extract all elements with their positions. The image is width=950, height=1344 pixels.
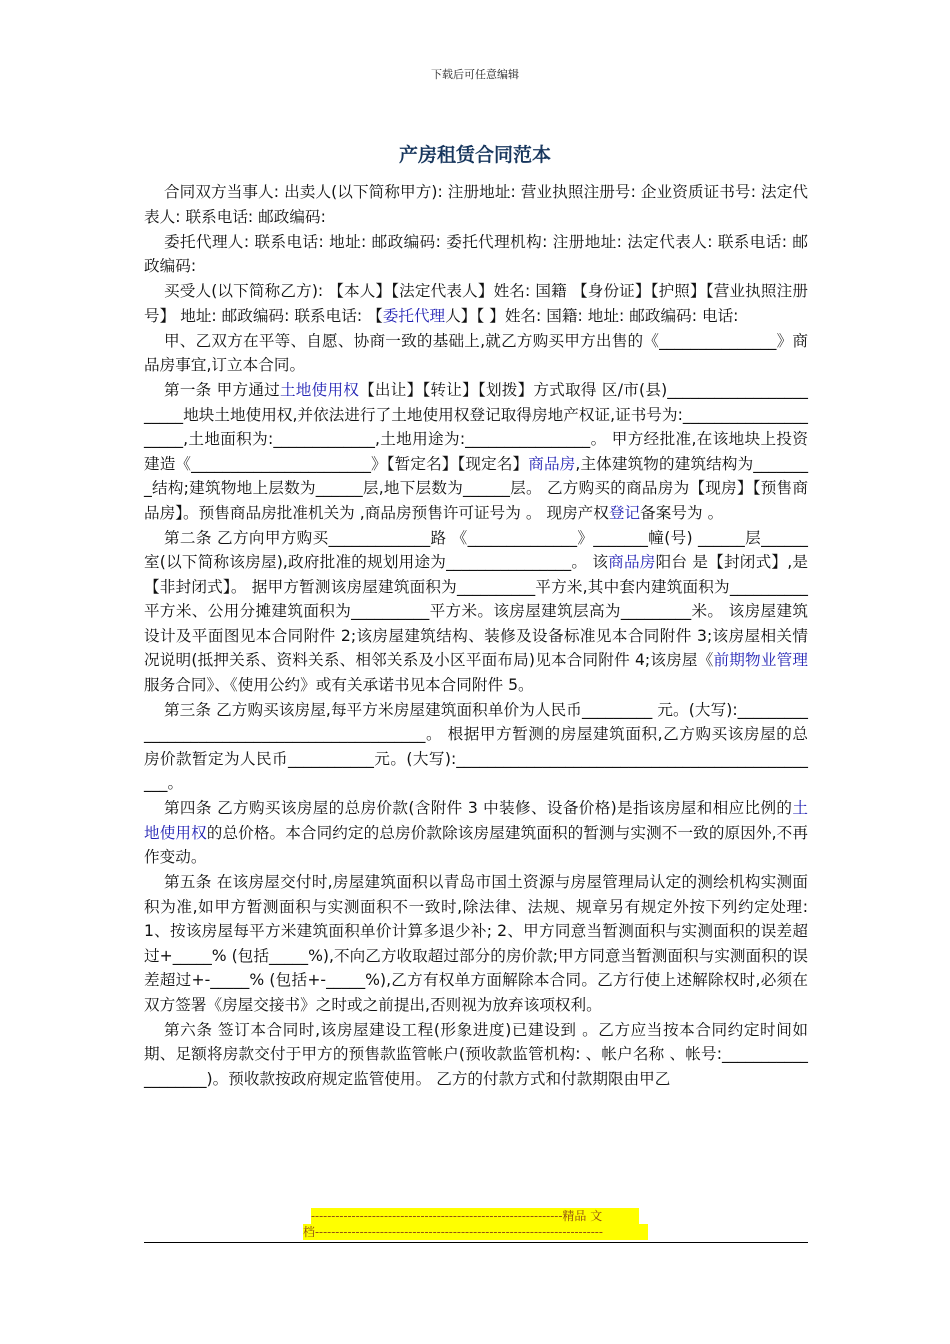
document-title: 产房租赁合同范本 bbox=[398, 144, 551, 166]
paragraph-text: ,主体建筑物的建筑结构为________结构;建筑物地上层数为______层,地下层数为______层。 乙方购买的商品房为【现房】【预售商品房】。预售商品房批准机关为 ,商品房预售许可证号为 。 现房产权 bbox=[144, 454, 809, 522]
paragraph-text: 合同双方当事人: 出卖人(以下简称甲方): 注册地址: 营业执照注册号: 企业资质证书号: 法定代表人: 联系电话: 邮政编码: bbox=[144, 183, 808, 226]
clause-paragraph bbox=[144, 378, 808, 525]
paragraph-text: 第一条 甲方通过 bbox=[164, 381, 280, 399]
paragraph-text: 人】【 】姓名: 国籍: 地址: 邮政编码: 电话: bbox=[445, 306, 739, 325]
footer-line-2: 档----------------------------------------------------------------------- bbox=[303, 1224, 648, 1240]
bottom-divider bbox=[144, 1242, 808, 1243]
term-link[interactable]: 土地使用权 bbox=[279, 381, 360, 399]
clause-paragraph bbox=[144, 526, 808, 698]
paragraph-text: 备案号为 。 bbox=[640, 503, 724, 522]
footer-watermark bbox=[303, 1208, 648, 1240]
paragraph-text: 阳台 是【封闭式】,是【非封闭式】。 据甲方暂测该房屋建筑面积为__________平方米,其中套内建筑面积为__________平方米、公用分摊建筑面积为__________平方米。该房屋建筑层高为_________米。 该房屋建筑设计及平面图见本合同附件 2;该房屋建筑结构、装修及设备标准见本合同附件 3;该房屋相关情况说明(抵押关系、资料关系、相邻关系及小区平面布局)见本合同附件 4;该房屋《 bbox=[144, 553, 808, 669]
clause-paragraph bbox=[144, 796, 808, 870]
paragraph-text: 委托代理人: 联系电话: 地址: 邮政编码: 委托代理机构: 注册地址: 法定代表人: 联系电话: 邮政编码: bbox=[144, 232, 808, 275]
term-link[interactable]: 商品房 bbox=[608, 553, 656, 571]
clause-paragraph bbox=[144, 180, 808, 229]
clause-paragraph bbox=[144, 230, 808, 279]
paragraph-text: 第五条 在该房屋交付时,房屋建筑面积以青岛市国土资源与房屋管理局认定的测绘机构实测面积为准,如甲方暂测面积与实测面积不一致时,除法律、法规、规章另有规定外按下列约定处理: 1、按该房屋每平方米建筑面积单价计算多退少补; 2、甲方同意当暂测面积与实测面积的误差超过+_____% (包括_____%),不向乙方收取超过部分的房价款;甲方同意当暂测面积与实测面积的误差超过+-_____% (包括+-_____%),乙方有权单方面解除本合同。乙方行使上述解除权时,必须在双方签署《房屋交接书》之时或之前提出,否则视为放弃该项权利。 bbox=[144, 873, 808, 1014]
paragraph-text: 【出让】【转让】【划拨】方式取得 区/市(县)_______________________地块土地使用权,并依法进行了土地使用权登记取得房地产权证,证书号为:_____________________,土地面积为:_____________,土地用途为:________________。 甲方经批准,在该地块上投资建造《_______________________》【暂定名】【现定名】 bbox=[144, 381, 808, 473]
clause-paragraph bbox=[144, 279, 808, 328]
term-link[interactable]: 登记 bbox=[608, 503, 641, 522]
paragraph-text: 甲、乙双方在平等、自愿、协商一致的基础上,就乙方购买甲方出售的《_______________》商品房事宜,订立本合同。 bbox=[144, 331, 808, 374]
paragraph-text: 服务合同》、《使用公约》或有关承诺书见本合同附件 5。 bbox=[144, 675, 534, 694]
paragraph-text: 第二条 乙方向甲方购买_____________路 《______________》_______幢(号) ______层______室(以下简称该房屋),政府批准的规划用途为________________。 该 bbox=[144, 528, 808, 571]
paragraph-text: 买受人(以下简称乙方): 【本人】【法定代表人】姓名: 国籍 【身份证】【护照】【营业执照注册号】 地址: 邮政编码: 联系电话: 【 bbox=[144, 282, 808, 325]
clause-paragraph bbox=[144, 870, 808, 1017]
clause-paragraph bbox=[144, 329, 808, 378]
clause-paragraph bbox=[144, 698, 808, 796]
paragraph-text: 第四条 乙方购买该房屋的总房价款(含附件 3 中装修、设备价格)是指该房屋和相应比例的 bbox=[164, 799, 793, 817]
term-link[interactable]: 委托代理 bbox=[382, 306, 446, 325]
paragraph-text: 的总价格。本合同约定的总房价款除该房屋建筑面积的暂测与实测不一致的原因外,不再作变动。 bbox=[144, 823, 808, 866]
footer-line-1: --------------------------------------------------------------精品 文 bbox=[311, 1208, 639, 1224]
paragraph-text: 第六条 签订本合同时,该房屋建设工程(形象进度)已建设到 。乙方应当按本合同约定时间如期、足额将房款交付于甲方的预售款监管帐户(预收款监管机构: 、帐户名称 、帐号:___________________)。预收款按政府规定监管使用。 乙方的付款方式和付款期限由甲乙 bbox=[144, 1020, 808, 1088]
term-link[interactable]: 前期物业管理 bbox=[713, 651, 808, 669]
clause-paragraph bbox=[144, 1018, 808, 1092]
paragraph-text: 第三条 乙方购买该房屋,每平方米房屋建筑面积单价为人民币_________ 元。(大写):_____________________________________________。 根据甲方暂测的房屋建筑面积,乙方购买该房屋的总房价款暂定为人民币___________元。(大写):________________________________________________。 bbox=[144, 700, 808, 792]
term-link[interactable]: 土地使用权 bbox=[144, 799, 808, 842]
term-link[interactable]: 商品房 bbox=[528, 454, 576, 473]
contract-body bbox=[144, 180, 808, 1091]
header-note: 下载后可任意编辑 bbox=[431, 68, 519, 81]
